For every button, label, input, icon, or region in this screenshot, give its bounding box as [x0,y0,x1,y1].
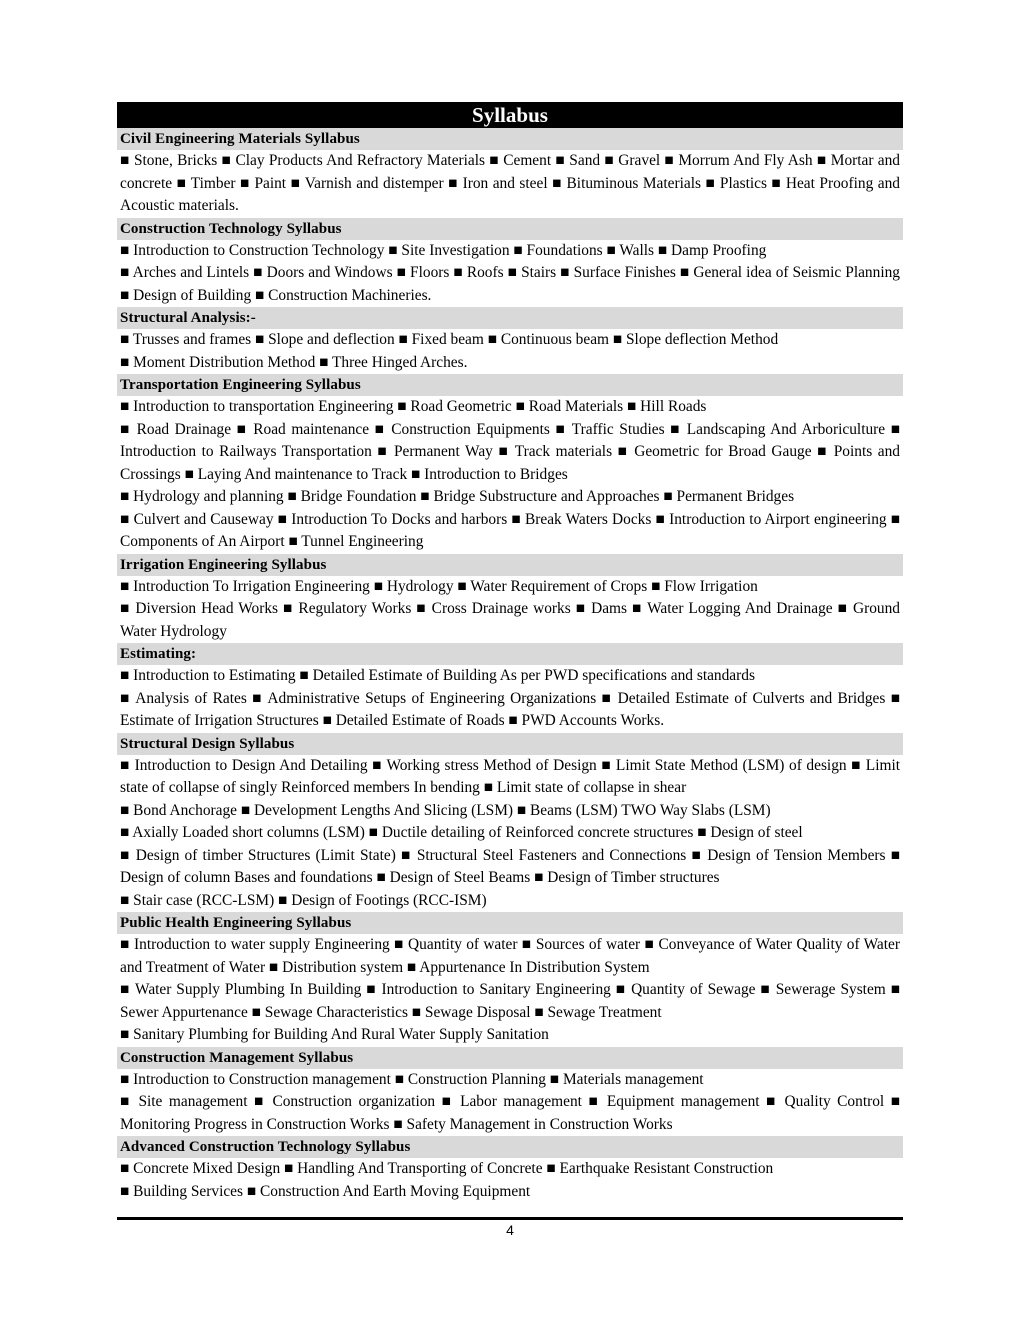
topic-list-line: ■ Sanitary Plumbing for Building And Rural Water Supply Sanitation [120,1026,549,1043]
section-body [117,1158,903,1203]
topic-list-line: ■ Water Supply Plumbing In Building ■ Introduction to Sanitary Engineering ■ Quantity of Sewage ■ Sewerage System ■ Sewer Appurtenance ■ Sewage Characteristics ■ Sewage Disposal ■ Sewage Treatment [120,981,900,1021]
syllabus-section [117,307,903,374]
section-body [117,396,903,554]
section-body [117,329,903,374]
section-body [117,1069,903,1137]
section-heading: Construction Technology Syllabus [117,218,903,240]
section-body [117,934,903,1047]
page-title: Syllabus [117,102,903,128]
section-heading: Irrigation Engineering Syllabus [117,554,903,576]
section-body [117,665,903,733]
topic-list-line: ■ Introduction To Irrigation Engineering ■ Hydrology ■ Water Requirement of Crops ■ Flow Irrigation [120,577,758,595]
syllabus-section [117,1047,903,1137]
section-heading: Structural Design Syllabus [117,733,903,755]
topic-list-line: ■ Introduction to Construction management ■ Construction Planning ■ Materials management [120,1070,704,1088]
topic-list-line: ■ Building Services ■ Construction And Earth Moving Equipment [120,1182,531,1200]
topic-list-line: ■ Stone, Bricks ■ Clay Products And Refractory Materials ■ Cement ■ Sand ■ Gravel ■ Morrum And Fly Ash ■ Mortar and concrete ■ Timber ■ Paint ■ Varnish and distemper ■ Iron and steel ■ Bituminous Materials ■ Plastics ■ Heat Proofing and Acoustic materials. [120,152,900,214]
section-body [117,150,903,218]
syllabus-section [117,554,903,644]
topic-list-line: ■ Analysis of Rates ■ Administrative Setups of Engineering Organizations ■ Detailed Estimate of Culverts and Bridges ■ Estimate of Irrigation Structures ■ Detailed Estimate of Roads ■ PWD Accounts Works. [120,689,900,729]
syllabus-section [117,733,903,913]
section-heading: Civil Engineering Materials Syllabus [117,128,903,150]
page-number: 4 [506,1222,514,1238]
syllabus-section [117,374,903,554]
topic-list-line: ■ Site management ■ Construction organization ■ Labor management ■ Equipment management ■ Quality Control ■ Monitoring Progress in Construction Works ■ Safety Management in Construction Works [120,1093,900,1133]
topic-list-line: ■ Hydrology and planning ■ Bridge Foundation ■ Bridge Substructure and Approaches ■ Permanent Bridges [120,488,795,505]
topic-list-line: ■ Bond Anchorage ■ Development Lengths And Slicing (LSM) ■ Beams (LSM) TWO Way Slabs (LSM) [120,801,771,819]
topic-list-line: ■ Axially Loaded short columns (LSM) ■ Ductile detailing of Reinforced concrete structures ■ Design of steel [120,824,803,841]
topic-list-line: ■ Introduction to water supply Engineering ■ Quantity of water ■ Sources of water ■ Conveyance of Water Quality of Water and Treatment of Water ■ Distribution system ■ Appurtenance In Distribution System [120,936,900,976]
topic-list-line: ■ Introduction to Estimating ■ Detailed Estimate of Building As per PWD specifications and standards [120,667,755,684]
section-heading: Construction Management Syllabus [117,1047,903,1069]
topic-list-line: ■ Stair case (RCC-LSM) ■ Design of Footings (RCC-ISM) [120,891,487,909]
section-heading: Advanced Construction Technology Syllabus [117,1136,903,1158]
section-heading: Public Health Engineering Syllabus [117,912,903,934]
section-heading: Structural Analysis:- [117,307,903,329]
topic-list-line: ■ Design of timber Structures (Limit State) ■ Structural Steel Fasteners and Connections ■ Design of Tension Members ■ Design of column Bases and foundations ■ Design of Steel Beams ■ Design of Timber structures [120,846,900,886]
section-body [117,755,903,913]
syllabus-section [117,643,903,733]
syllabus-page [117,102,903,1203]
topic-list-line: ■ Diversion Head Works ■ Regulatory Works ■ Cross Drainage works ■ Dams ■ Water Logging And Drainage ■ Ground Water Hydrology [120,600,900,640]
topic-list-line: ■ Introduction to Design And Detailing ■ Working stress Method of Design ■ Limit State Method (LSM) of design ■ Limit state of collapse of singly Reinforced members In bending ■ Limit state of collapse in shear [120,756,900,796]
topic-list-line: ■ Moment Distribution Method ■ Three Hinged Arches. [120,353,468,371]
topic-list-line: ■ Introduction to Construction Technology ■ Site Investigation ■ Foundations ■ Walls ■ Damp Proofing [120,241,767,259]
footer-rule [117,1217,903,1220]
section-body [117,576,903,644]
section-body [117,240,903,308]
topic-list-line: ■ Culvert and Causeway ■ Introduction To Docks and harbors ■ Break Waters Docks ■ Introduction to Airport engineering ■ Components of An Airport ■ Tunnel Engineering [120,510,900,550]
section-heading: Estimating: [117,643,903,665]
topic-list-line: ■ Arches and Lintels ■ Doors and Windows ■ Floors ■ Roofs ■ Stairs ■ Surface Finishes ■ General idea of Seismic Planning ■ Design of Building ■ Construction Machineries. [120,264,900,304]
sections-container [117,128,903,1203]
topic-list-line: ■ Road Drainage ■ Road maintenance ■ Construction Equipments ■ Traffic Studies ■ Landscaping And Arboriculture ■ Introduction to Railways Transportation ■ Permanent Way ■ Track materials ■ Geometric for Broad Gauge ■ Points and Crossings ■ Laying And maintenance to Track ■ Introduction to Bridges [120,420,900,483]
syllabus-section [117,912,903,1047]
topic-list-line: ■ Concrete Mixed Design ■ Handling And Transporting of Concrete ■ Earthquake Resistant Construction [120,1160,774,1177]
section-heading: Transportation Engineering Syllabus [117,374,903,396]
syllabus-section [117,218,903,308]
topic-list-line: ■ Trusses and frames ■ Slope and deflection ■ Fixed beam ■ Continuous beam ■ Slope deflection Method [120,331,779,348]
syllabus-section [117,128,903,218]
topic-list-line: ■ Introduction to transportation Engineering ■ Road Geometric ■ Road Materials ■ Hill Roads [120,398,707,415]
syllabus-section [117,1136,903,1203]
